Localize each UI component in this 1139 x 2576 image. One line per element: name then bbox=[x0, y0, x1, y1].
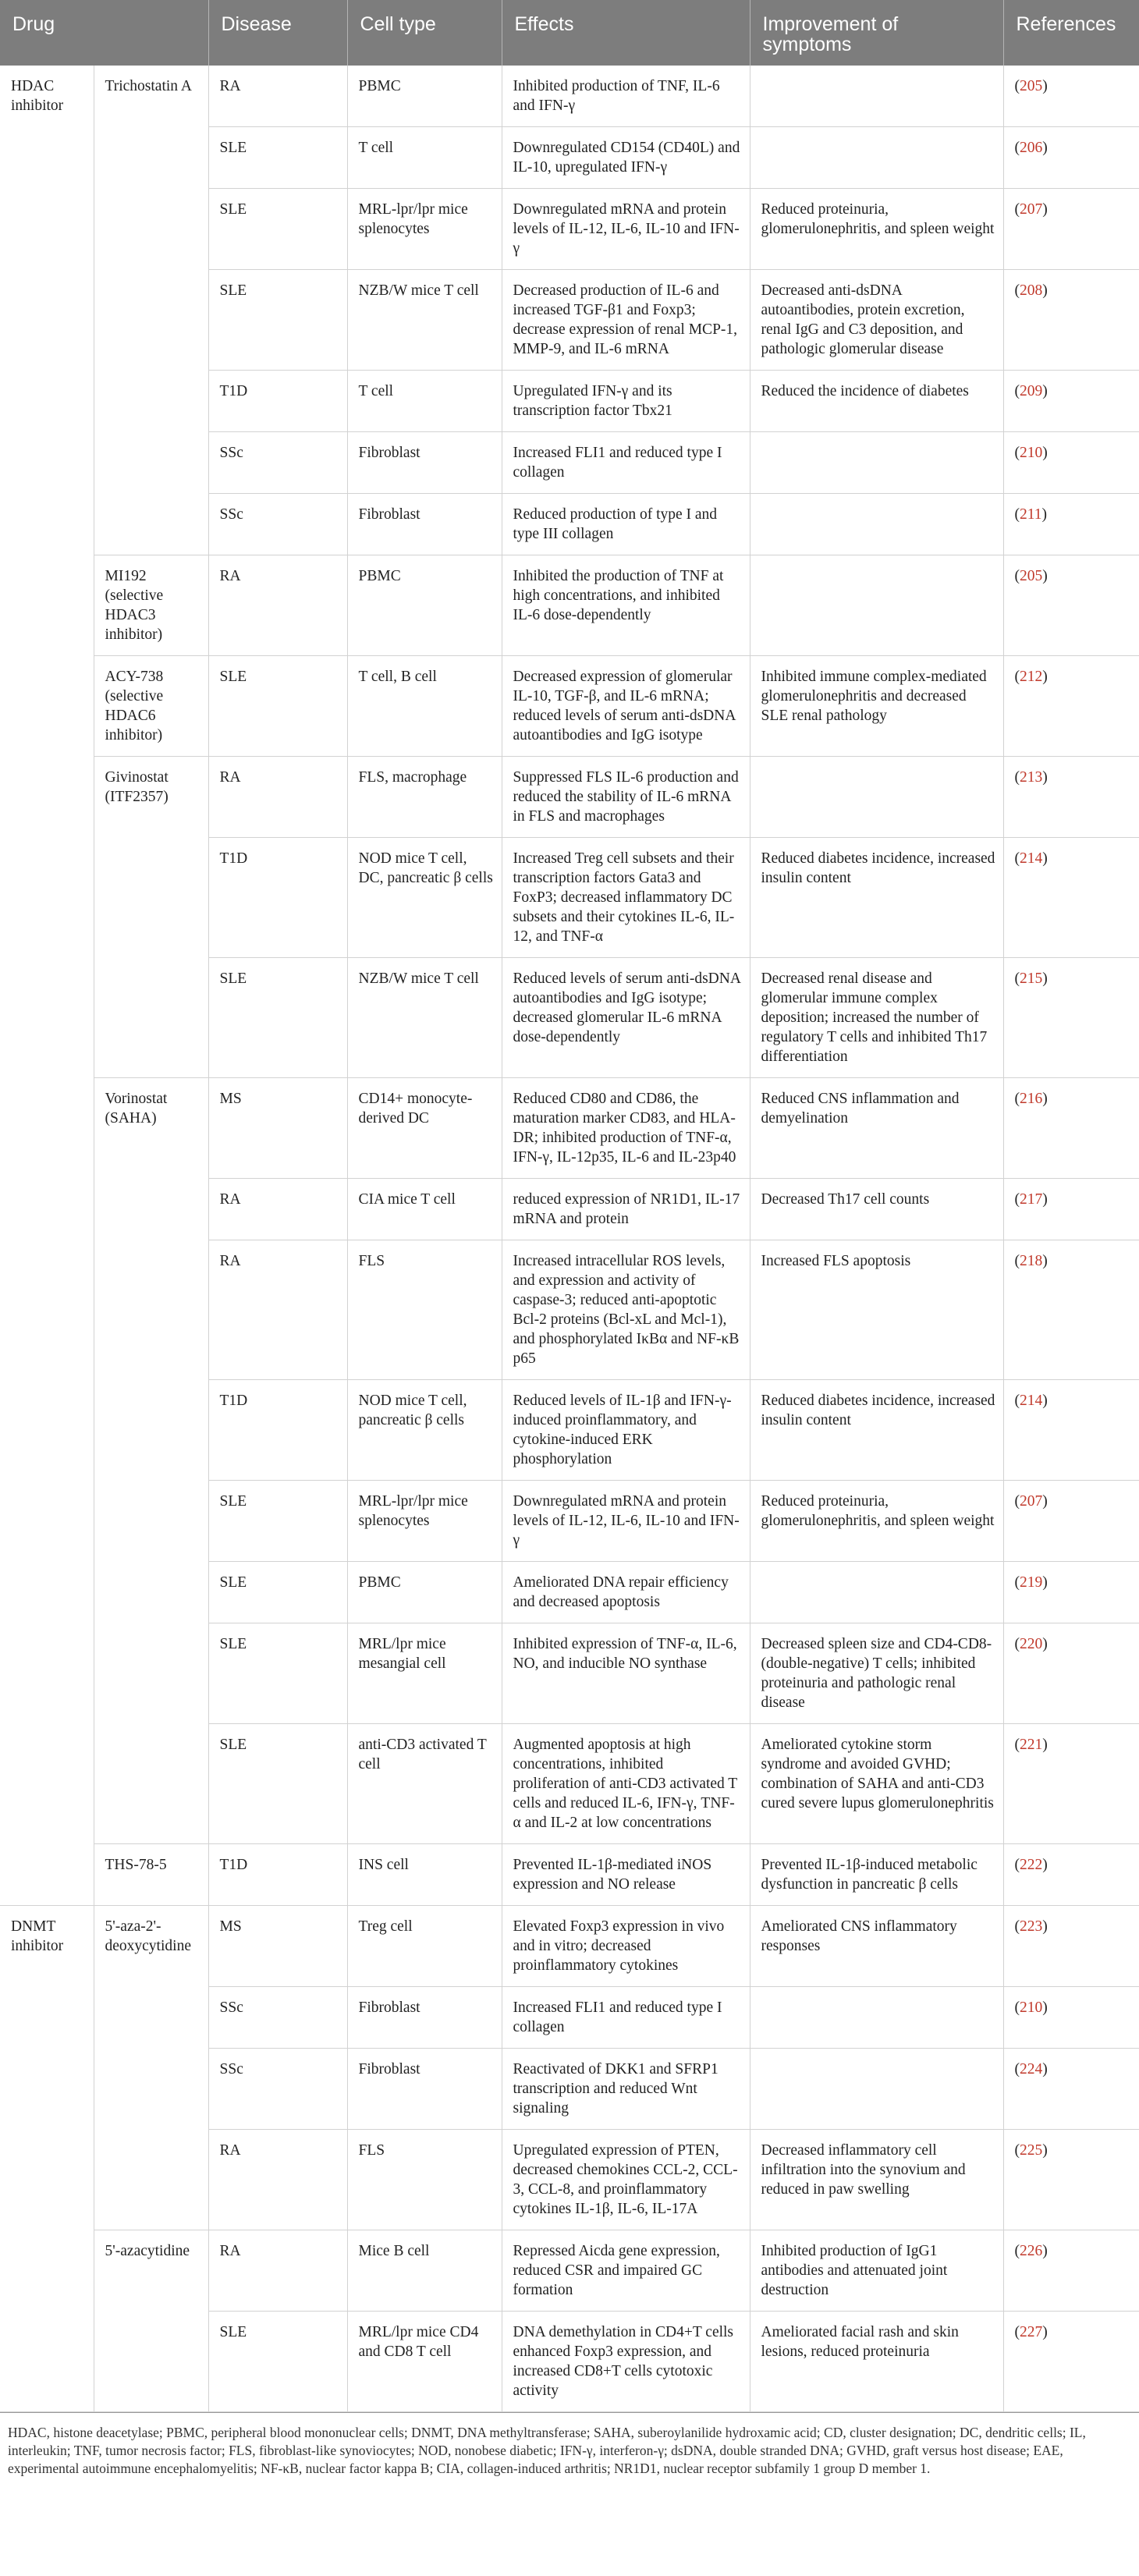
effects-cell: Decreased production of IL-6 and increased TGF-β1 and Foxp3; decrease expression of renal MCP-1, MMP-9, and IL-6 mRNA bbox=[502, 270, 750, 371]
drug-name-cell: Vorinostat (SAHA) bbox=[94, 1078, 208, 1844]
improvement-cell: Decreased inflammatory cell infiltration into the synovium and reduced in paw swelling bbox=[750, 2130, 1003, 2230]
cell-type-cell: NOD mice T cell, pancreatic β cells bbox=[347, 1380, 502, 1481]
reference-close-paren: ) bbox=[1042, 1636, 1048, 1652]
reference-cell bbox=[1003, 1240, 1139, 1380]
reference-number: 216 bbox=[1020, 1091, 1043, 1107]
cell-type-cell: Treg cell bbox=[347, 1906, 502, 1987]
reference-cell bbox=[1003, 1179, 1139, 1240]
reference-open-paren: ( bbox=[1014, 2243, 1020, 2259]
disease-cell: SSc bbox=[208, 2049, 347, 2130]
effects-cell: Upregulated IFN-γ and its transcription factor Tbx21 bbox=[502, 371, 750, 432]
disease-cell: SLE bbox=[208, 958, 347, 1078]
effects-cell: Augmented apoptosis at high concentrations, inhibited proliferation of anti-CD3 activated T cells and reduced IL-6, IFN-γ, TNF-α and IL-2 at low concentrations bbox=[502, 1724, 750, 1844]
cell-type-cell: MRL/lpr mice CD4 and CD8 T cell bbox=[347, 2312, 502, 2412]
reference-number: 220 bbox=[1020, 1636, 1043, 1652]
reference-number: 219 bbox=[1020, 1574, 1043, 1591]
disease-cell: T1D bbox=[208, 371, 347, 432]
improvement-cell: Reduced diabetes incidence, increased insulin content bbox=[750, 838, 1003, 958]
disease-cell: RA bbox=[208, 555, 347, 656]
effects-cell: reduced expression of NR1D1, IL-17 mRNA and protein bbox=[502, 1179, 750, 1240]
cell-type-cell: Fibroblast bbox=[347, 2049, 502, 2130]
reference-cell bbox=[1003, 189, 1139, 270]
cell-type-cell: PBMC bbox=[347, 66, 502, 127]
reference-number: 227 bbox=[1020, 2324, 1043, 2340]
reference-open-paren: ( bbox=[1014, 445, 1020, 461]
disease-cell: SLE bbox=[208, 270, 347, 371]
reference-number: 221 bbox=[1020, 1737, 1043, 1753]
reference-cell bbox=[1003, 656, 1139, 757]
improvement-cell: Reduced the incidence of diabetes bbox=[750, 371, 1003, 432]
disease-cell: SLE bbox=[208, 1481, 347, 1562]
reference-open-paren: ( bbox=[1014, 568, 1020, 584]
reference-number: 205 bbox=[1020, 78, 1043, 94]
improvement-cell bbox=[750, 1562, 1003, 1623]
effects-cell: Inhibited the production of TNF at high concentrations, and inhibited IL-6 dose-dependently bbox=[502, 555, 750, 656]
cell-type-cell: Fibroblast bbox=[347, 1987, 502, 2049]
improvement-cell: Reduced proteinuria, glomerulonephritis, and spleen weight bbox=[750, 189, 1003, 270]
reference-number: 212 bbox=[1020, 669, 1043, 685]
improvement-cell bbox=[750, 494, 1003, 555]
cell-type-cell: FLS bbox=[347, 1240, 502, 1380]
improvement-cell: Decreased anti-dsDNA autoantibodies, protein excretion, renal IgG and C3 deposition, and pathologic glomerular disease bbox=[750, 270, 1003, 371]
drug-name-cell: 5'-aza-2'-deoxycytidine bbox=[94, 1906, 208, 2230]
table-footnote: HDAC, histone deacetylase; PBMC, peripheral blood mononuclear cells; DNMT, DNA methyltransferase; SAHA, suberoylanilide hydroxamic acid; CD, cluster designation; DC, dendritic cells; IL, interleukin; TNF, tumor necrosis factor; FLS, fibroblast-like synoviocytes; NOD, nonobese diabetic; IFN-γ, interferon-γ; dsDNA, double stranded DNA; GVHD, graft versus host disease; EAE, experimental autoimmune encephalomyelitis; NF-κB, nuclear factor kappa B; CIA, collagen-induced arthritis; NR1D1, nuclear receptor subfamily 1 group D member 1. bbox=[0, 2412, 1139, 2478]
reference-cell bbox=[1003, 1078, 1139, 1179]
disease-cell: T1D bbox=[208, 838, 347, 958]
cell-type-cell: MRL/lpr mice mesangial cell bbox=[347, 1623, 502, 1724]
disease-cell: MS bbox=[208, 1906, 347, 1987]
reference-number: 223 bbox=[1020, 1918, 1043, 1935]
reference-number: 205 bbox=[1020, 568, 1043, 584]
reference-number: 211 bbox=[1020, 506, 1042, 523]
cell-type-cell: MRL-lpr/lpr mice splenocytes bbox=[347, 1481, 502, 1562]
table-row bbox=[0, 555, 1139, 656]
disease-cell: RA bbox=[208, 2130, 347, 2230]
effects-cell: Reduced CD80 and CD86, the maturation marker CD83, and HLA-DR; inhibited production of TNF-α, IFN-γ, IL-12p35, IL-6 and IL-23p40 bbox=[502, 1078, 750, 1179]
cell-type-cell: NZB/W mice T cell bbox=[347, 958, 502, 1078]
reference-close-paren: ) bbox=[1042, 2243, 1048, 2259]
reference-number: 207 bbox=[1020, 1493, 1043, 1510]
reference-open-paren: ( bbox=[1014, 140, 1020, 156]
cell-type-cell: Fibroblast bbox=[347, 494, 502, 555]
header-drug: Drug bbox=[0, 0, 208, 66]
disease-cell: RA bbox=[208, 66, 347, 127]
cell-type-cell: CIA mice T cell bbox=[347, 1179, 502, 1240]
reference-open-paren: ( bbox=[1014, 2061, 1020, 2077]
improvement-cell: Decreased renal disease and glomerular immune complex deposition; increased the number of regulatory T cells and inhibited Th17 differentiation bbox=[750, 958, 1003, 1078]
reference-number: 213 bbox=[1020, 769, 1043, 786]
reference-cell bbox=[1003, 127, 1139, 189]
table-row bbox=[0, 1078, 1139, 1179]
reference-open-paren: ( bbox=[1014, 282, 1020, 299]
improvement-cell: Decreased spleen size and CD4-CD8- (double-negative) T cells; inhibited proteinuria and pathologic renal disease bbox=[750, 1623, 1003, 1724]
effects-cell: Increased FLI1 and reduced type I collagen bbox=[502, 1987, 750, 2049]
improvement-cell: Ameliorated cytokine storm syndrome and avoided GVHD; combination of SAHA and anti-CD3 cured severe lupus glomerulonephritis bbox=[750, 1724, 1003, 1844]
improvement-cell bbox=[750, 2049, 1003, 2130]
effects-cell: Downregulated mRNA and protein levels of IL-12, IL-6, IL-10 and IFN-γ bbox=[502, 189, 750, 270]
reference-open-paren: ( bbox=[1014, 201, 1020, 218]
reference-open-paren: ( bbox=[1014, 1091, 1020, 1107]
reference-open-paren: ( bbox=[1014, 1393, 1020, 1409]
reference-close-paren: ) bbox=[1042, 970, 1048, 987]
disease-cell: RA bbox=[208, 2230, 347, 2312]
reference-close-paren: ) bbox=[1042, 1253, 1048, 1269]
reference-cell bbox=[1003, 1844, 1139, 1906]
reference-cell bbox=[1003, 838, 1139, 958]
reference-number: 218 bbox=[1020, 1253, 1043, 1269]
cell-type-cell: PBMC bbox=[347, 555, 502, 656]
reference-cell bbox=[1003, 1987, 1139, 2049]
disease-cell: SLE bbox=[208, 1623, 347, 1724]
improvement-cell bbox=[750, 432, 1003, 494]
reference-number: 222 bbox=[1020, 1857, 1043, 1873]
improvement-cell bbox=[750, 757, 1003, 838]
reference-number: 207 bbox=[1020, 201, 1043, 218]
reference-cell bbox=[1003, 1906, 1139, 1987]
improvement-cell: Reduced CNS inflammation and demyelination bbox=[750, 1078, 1003, 1179]
reference-close-paren: ) bbox=[1042, 1493, 1048, 1510]
reference-cell bbox=[1003, 1481, 1139, 1562]
reference-close-paren: ) bbox=[1042, 140, 1048, 156]
cell-type-cell: MRL-lpr/lpr mice splenocytes bbox=[347, 189, 502, 270]
reference-number: 214 bbox=[1020, 850, 1043, 867]
reference-number: 214 bbox=[1020, 1393, 1043, 1409]
drug-name-cell: 5'-azacytidine bbox=[94, 2230, 208, 2412]
disease-cell: T1D bbox=[208, 1380, 347, 1481]
reference-close-paren: ) bbox=[1042, 2061, 1048, 2077]
disease-cell: MS bbox=[208, 1078, 347, 1179]
table-row bbox=[0, 2230, 1139, 2312]
reference-cell bbox=[1003, 2049, 1139, 2130]
reference-close-paren: ) bbox=[1042, 1393, 1048, 1409]
disease-cell: SLE bbox=[208, 127, 347, 189]
reference-number: 206 bbox=[1020, 140, 1043, 156]
disease-cell: RA bbox=[208, 1179, 347, 1240]
reference-close-paren: ) bbox=[1042, 850, 1048, 867]
reference-number: 226 bbox=[1020, 2243, 1043, 2259]
header-cell-type: Cell type bbox=[347, 0, 502, 66]
reference-number: 224 bbox=[1020, 2061, 1043, 2077]
improvement-cell bbox=[750, 1987, 1003, 2049]
improvement-cell: Ameliorated CNS inflammatory responses bbox=[750, 1906, 1003, 1987]
improvement-cell: Increased FLS apoptosis bbox=[750, 1240, 1003, 1380]
reference-close-paren: ) bbox=[1042, 201, 1048, 218]
reference-cell bbox=[1003, 432, 1139, 494]
reference-close-paren: ) bbox=[1042, 568, 1048, 584]
reference-close-paren: ) bbox=[1042, 2142, 1048, 2159]
disease-cell: SSc bbox=[208, 432, 347, 494]
effects-cell: Reduced production of type I and type III collagen bbox=[502, 494, 750, 555]
drug-class-cell: HDAC inhibitor bbox=[0, 66, 94, 1906]
disease-cell: SLE bbox=[208, 656, 347, 757]
reference-open-paren: ( bbox=[1014, 1857, 1020, 1873]
table-row bbox=[0, 757, 1139, 838]
disease-cell: SLE bbox=[208, 1562, 347, 1623]
reference-cell bbox=[1003, 555, 1139, 656]
drug-name-cell: Givinostat (ITF2357) bbox=[94, 757, 208, 1078]
reference-close-paren: ) bbox=[1042, 1999, 1048, 2016]
cell-type-cell: PBMC bbox=[347, 1562, 502, 1623]
reference-open-paren: ( bbox=[1014, 1636, 1020, 1652]
improvement-cell: Reduced proteinuria, glomerulonephritis, and spleen weight bbox=[750, 1481, 1003, 1562]
disease-cell: T1D bbox=[208, 1844, 347, 1906]
improvement-cell bbox=[750, 66, 1003, 127]
reference-open-paren: ( bbox=[1014, 2324, 1020, 2340]
disease-cell: SLE bbox=[208, 189, 347, 270]
reference-open-paren: ( bbox=[1014, 970, 1020, 987]
reference-cell bbox=[1003, 1380, 1139, 1481]
reference-open-paren: ( bbox=[1014, 769, 1020, 786]
reference-open-paren: ( bbox=[1014, 850, 1020, 867]
drug-name-cell: MI192 (selective HDAC3 inhibitor) bbox=[94, 555, 208, 656]
reference-open-paren: ( bbox=[1014, 1191, 1020, 1208]
effects-cell: Inhibited production of TNF, IL-6 and IFN-γ bbox=[502, 66, 750, 127]
drug-name-cell: ACY-738 (selective HDAC6 inhibitor) bbox=[94, 656, 208, 757]
improvement-cell: Inhibited production of IgG1 antibodies and attenuated joint destruction bbox=[750, 2230, 1003, 2312]
reference-close-paren: ) bbox=[1042, 769, 1048, 786]
disease-cell: SLE bbox=[208, 2312, 347, 2412]
reference-number: 217 bbox=[1020, 1191, 1043, 1208]
effects-cell: Suppressed FLS IL-6 production and reduced the stability of IL-6 mRNA in FLS and macrophages bbox=[502, 757, 750, 838]
reference-close-paren: ) bbox=[1042, 383, 1048, 399]
table-row bbox=[0, 656, 1139, 757]
reference-cell bbox=[1003, 371, 1139, 432]
effects-cell: Ameliorated DNA repair efficiency and decreased apoptosis bbox=[502, 1562, 750, 1623]
effects-cell: Prevented IL-1β-mediated iNOS expression and NO release bbox=[502, 1844, 750, 1906]
effects-cell: Increased FLI1 and reduced type I collagen bbox=[502, 432, 750, 494]
reference-number: 215 bbox=[1020, 970, 1043, 987]
reference-cell bbox=[1003, 2230, 1139, 2312]
reference-close-paren: ) bbox=[1041, 506, 1048, 523]
table-body bbox=[0, 66, 1139, 2412]
reference-close-paren: ) bbox=[1042, 1091, 1048, 1107]
reference-close-paren: ) bbox=[1042, 1737, 1048, 1753]
effects-cell: Reduced levels of serum anti-dsDNA autoantibodies and IgG isotype; decreased glomerular IL-6 mRNA dose-dependently bbox=[502, 958, 750, 1078]
reference-cell bbox=[1003, 2312, 1139, 2412]
drug-name-cell: Trichostatin A bbox=[94, 66, 208, 555]
reference-open-paren: ( bbox=[1014, 2142, 1020, 2159]
cell-type-cell: Fibroblast bbox=[347, 432, 502, 494]
header-effects: Effects bbox=[502, 0, 750, 66]
reference-open-paren: ( bbox=[1014, 506, 1020, 523]
disease-cell: SLE bbox=[208, 1724, 347, 1844]
reference-cell bbox=[1003, 66, 1139, 127]
reference-close-paren: ) bbox=[1042, 1191, 1048, 1208]
cell-type-cell: anti-CD3 activated T cell bbox=[347, 1724, 502, 1844]
cell-type-cell: T cell bbox=[347, 127, 502, 189]
table-header bbox=[0, 0, 1139, 66]
improvement-cell: Reduced diabetes incidence, increased insulin content bbox=[750, 1380, 1003, 1481]
reference-close-paren: ) bbox=[1042, 2324, 1048, 2340]
reference-close-paren: ) bbox=[1042, 1857, 1048, 1873]
disease-cell: SSc bbox=[208, 1987, 347, 2049]
cell-type-cell: T cell, B cell bbox=[347, 656, 502, 757]
reference-open-paren: ( bbox=[1014, 669, 1020, 685]
effects-cell: Increased Treg cell subsets and their transcription factors Gata3 and FoxP3; decreased inflammatory DC subsets and their cytokines IL-6, IL-12, and TNF-α bbox=[502, 838, 750, 958]
reference-close-paren: ) bbox=[1042, 1918, 1048, 1935]
disease-cell: SSc bbox=[208, 494, 347, 555]
header-references: References bbox=[1003, 0, 1139, 66]
cell-type-cell: CD14+ monocyte-derived DC bbox=[347, 1078, 502, 1179]
reference-open-paren: ( bbox=[1014, 383, 1020, 399]
reference-open-paren: ( bbox=[1014, 1253, 1020, 1269]
reference-open-paren: ( bbox=[1014, 1918, 1020, 1935]
effects-cell: Upregulated expression of PTEN, decreased chemokines CCL-2, CCL-3, CCL-8, and proinflammatory cytokines IL-1β, IL-6, IL-17A bbox=[502, 2130, 750, 2230]
improvement-cell: Ameliorated facial rash and skin lesions, reduced proteinuria bbox=[750, 2312, 1003, 2412]
reference-number: 210 bbox=[1020, 1999, 1043, 2016]
improvement-cell: Decreased Th17 cell counts bbox=[750, 1179, 1003, 1240]
cell-type-cell: NOD mice T cell, DC, pancreatic β cells bbox=[347, 838, 502, 958]
reference-open-paren: ( bbox=[1014, 1493, 1020, 1510]
improvement-cell: Prevented IL-1β-induced metabolic dysfunction in pancreatic β cells bbox=[750, 1844, 1003, 1906]
effects-cell: Repressed Aicda gene expression, reduced CSR and impaired GC formation bbox=[502, 2230, 750, 2312]
reference-cell bbox=[1003, 2130, 1139, 2230]
reference-open-paren: ( bbox=[1014, 1574, 1020, 1591]
reference-cell bbox=[1003, 494, 1139, 555]
effects-cell: Reduced levels of IL-1β and IFN-γ-induced proinflammatory, and cytokine-induced ERK phosphorylation bbox=[502, 1380, 750, 1481]
reference-number: 208 bbox=[1020, 282, 1043, 299]
drug-class-cell: DNMT inhibitor bbox=[0, 1906, 94, 2412]
reference-cell bbox=[1003, 757, 1139, 838]
table-row bbox=[0, 66, 1139, 127]
reference-close-paren: ) bbox=[1042, 669, 1048, 685]
reference-close-paren: ) bbox=[1042, 282, 1048, 299]
reference-close-paren: ) bbox=[1042, 445, 1048, 461]
table-row bbox=[0, 1906, 1139, 1987]
effects-cell: Reactivated of DKK1 and SFRP1 transcription and reduced Wnt signaling bbox=[502, 2049, 750, 2130]
reference-open-paren: ( bbox=[1014, 78, 1020, 94]
reference-cell bbox=[1003, 1562, 1139, 1623]
drug-name-cell: THS-78-5 bbox=[94, 1844, 208, 1906]
reference-cell bbox=[1003, 270, 1139, 371]
header-disease: Disease bbox=[208, 0, 347, 66]
reference-cell bbox=[1003, 1724, 1139, 1844]
effects-cell: Decreased expression of glomerular IL-10, TGF-β, and IL-6 mRNA; reduced levels of serum anti-dsDNA autoantibodies and IgG isotype bbox=[502, 656, 750, 757]
reference-number: 210 bbox=[1020, 445, 1043, 461]
effects-cell: DNA demethylation in CD4+T cells enhanced Foxp3 expression, and increased CD8+T cells cytotoxic activity bbox=[502, 2312, 750, 2412]
reference-number: 225 bbox=[1020, 2142, 1043, 2159]
effects-cell: Downregulated CD154 (CD40L) and IL-10, upregulated IFN-γ bbox=[502, 127, 750, 189]
cell-type-cell: INS cell bbox=[347, 1844, 502, 1906]
cell-type-cell: FLS bbox=[347, 2130, 502, 2230]
effects-cell: Inhibited expression of TNF-α, IL-6, NO, and inducible NO synthase bbox=[502, 1623, 750, 1724]
reference-number: 209 bbox=[1020, 383, 1043, 399]
reference-cell bbox=[1003, 958, 1139, 1078]
effects-cell: Elevated Foxp3 expression in vivo and in vitro; decreased proinflammatory cytokines bbox=[502, 1906, 750, 1987]
reference-close-paren: ) bbox=[1042, 1574, 1048, 1591]
cell-type-cell: Mice B cell bbox=[347, 2230, 502, 2312]
effects-cell: Increased intracellular ROS levels, and expression and activity of caspase-3; reduced anti-apoptotic Bcl-2 proteins (Bcl-xL and Mcl-1), and phosphorylated IκBα and NF-κB p65 bbox=[502, 1240, 750, 1380]
cell-type-cell: NZB/W mice T cell bbox=[347, 270, 502, 371]
disease-cell: RA bbox=[208, 757, 347, 838]
reference-cell bbox=[1003, 1623, 1139, 1724]
disease-cell: RA bbox=[208, 1240, 347, 1380]
cell-type-cell: T cell bbox=[347, 371, 502, 432]
effects-cell: Downregulated mRNA and protein levels of IL-12, IL-6, IL-10 and IFN-γ bbox=[502, 1481, 750, 1562]
improvement-cell: Inhibited immune complex-mediated glomerulonephritis and decreased SLE renal pathology bbox=[750, 656, 1003, 757]
header-row bbox=[0, 0, 1139, 66]
improvement-cell bbox=[750, 127, 1003, 189]
improvement-cell bbox=[750, 555, 1003, 656]
reference-open-paren: ( bbox=[1014, 1737, 1020, 1753]
table-row bbox=[0, 1844, 1139, 1906]
reference-open-paren: ( bbox=[1014, 1999, 1020, 2016]
header-improvement: Improvement of symptoms bbox=[750, 0, 1003, 66]
reference-close-paren: ) bbox=[1042, 78, 1048, 94]
cell-type-cell: FLS, macrophage bbox=[347, 757, 502, 838]
